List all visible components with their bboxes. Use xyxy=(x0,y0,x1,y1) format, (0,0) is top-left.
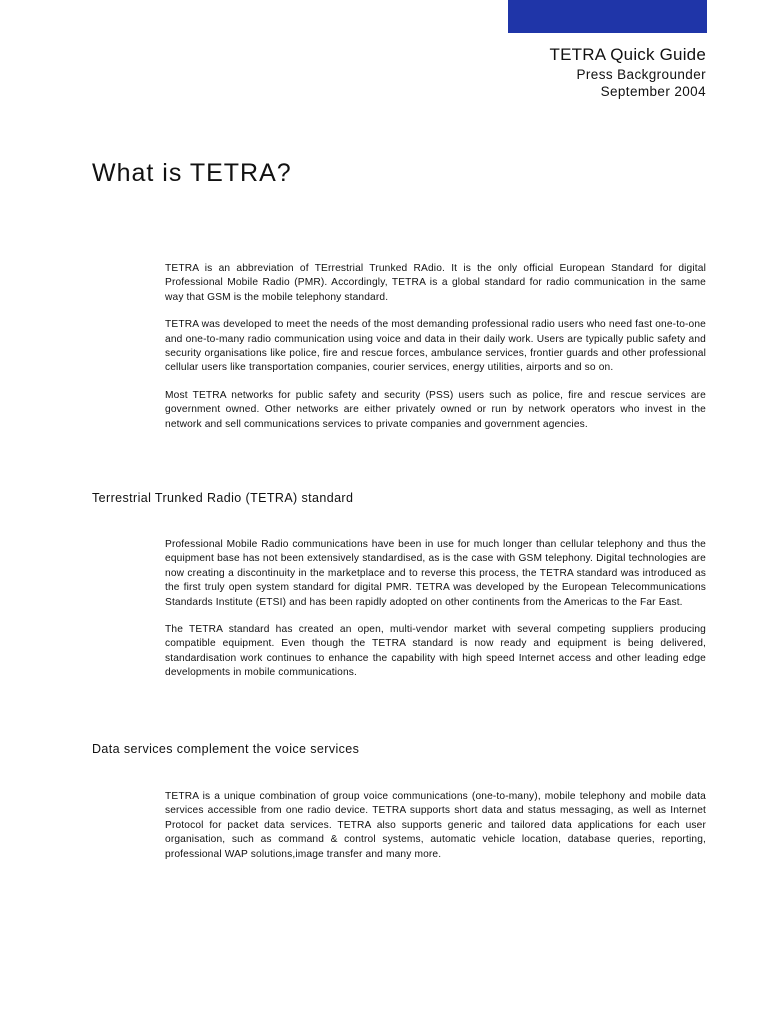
intro-paragraph-3: Most TETRA networks for public safety and security (PSS) users such as police, fire and rescue services are government owned. Other networks are either privately owned or run by network operators who invest in the network and sell communications services to private companies and government agencies. xyxy=(165,389,706,430)
page-title: What is TETRA? xyxy=(92,159,292,187)
header-title: TETRA Quick Guide xyxy=(549,45,706,64)
document-header xyxy=(550,44,706,100)
data-services-section-body xyxy=(165,790,706,875)
tetra-standard-paragraph-1: Professional Mobile Radio communications have been in use for much longer than cellular telephony and thus the equipment base has not been extensively standardised, as is the case with GSM telephony. Digital technologies are now creating a discontinuity in the marketplace and to reverse this process, the TETRA standard was introduced as the first truly open system standard for digital PMR. TETRA was developed by the European Telecommunications Standards Institute (ETSI) and has been rapidly adopted on other continents from the Americas to the Far East. xyxy=(165,539,706,608)
intro-paragraph-2: TETRA was developed to meet the needs of the most demanding professional radio users who need fast one-to-one and one-to-many radio communication using voice and data in their daily work. Users are typically public safety and security organisations like police, fire and rescue forces, ambulance services, frontier guards and other professional cellular users like transportation companies, courier services, energy utilities, airports and so on. xyxy=(165,319,706,374)
header-accent-block xyxy=(508,0,707,33)
header-date: September 2004 xyxy=(600,84,706,99)
tetra-standard-section-body xyxy=(165,538,706,694)
section-heading-data-services: Data services complement the voice services xyxy=(92,742,360,756)
intro-paragraph-1: TETRA is an abbreviation of TErrestrial Trunked RAdio. It is the only official European Standard for digital Professional Mobile Radio (PMR). Accordingly, TETRA is a global standard for radio communication in the same way that GSM is the mobile telephony standard. xyxy=(165,263,706,303)
data-services-paragraph-1: TETRA is a unique combination of group voice communications (one-to-many), mobile telephony and mobile data services accessible from one radio device. TETRA supports short data and status messaging, as well as Internet Protocol for packet data services. TETRA also supports generic and tailored data applications for each user organisation, such as command & control systems, automatic vehicle location, database queries, reporting, professional WAP solutions,image transfer and many more. xyxy=(165,791,706,860)
intro-section-body xyxy=(165,262,706,445)
section-heading-tetra-standard: Terrestrial Trunked Radio (TETRA) standard xyxy=(92,491,354,505)
header-subtitle: Press Backgrounder xyxy=(576,67,706,82)
tetra-standard-paragraph-2: The TETRA standard has created an open, multi-vendor market with several competing suppliers producing compatible equipment. Even though the TETRA standard is now ready and equipment is being delivered, standardisation work continues to enhance the capability with high speed Internet access and other leading edge developments in mobile communications. xyxy=(165,624,706,679)
